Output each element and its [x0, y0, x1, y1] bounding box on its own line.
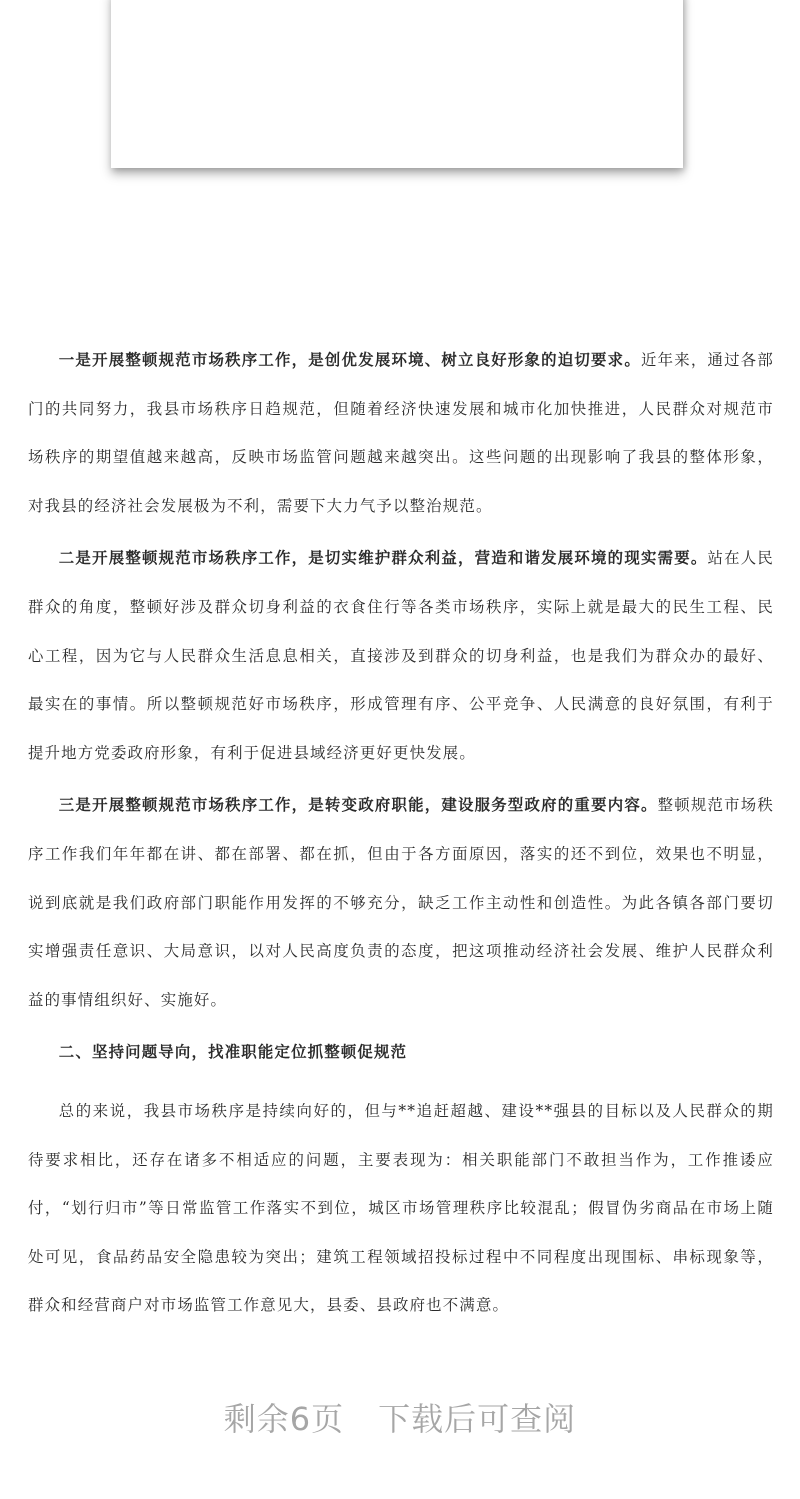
paragraph-3-lead: 三是开展整顿规范市场秩序工作，是转变政府职能，建设服务型政府的重要内容。: [58, 796, 658, 815]
paragraph-1: [28, 336, 774, 530]
paragraph-3: [28, 781, 774, 1024]
paragraph-1-body: 近年来，通过各部门的共同努力，我县市场秩序日趋规范，但随着经济快速发展和城市化加快推进，人民群众对规范市场秩序的期望值越来越高，反映市场监管问题越来越突出。这些问题的出现影响了我县的整体形象，对我县的经济社会发展极为不利，需要下大力气予以整治规范。: [28, 351, 774, 515]
download-hint-text[interactable]: 下载后可查阅: [378, 1400, 577, 1438]
section-heading: 二、坚持问题导向，找准职能定位抓整顿促规范: [58, 1043, 408, 1062]
paragraph-1-lead: 一是开展整顿规范市场秩序工作，是创优发展环境、树立良好形象的迫切要求。: [58, 351, 641, 369]
download-prompt[interactable]: [0, 1394, 800, 1440]
summary-paragraph: 总的来说，我县市场秩序是持续向好的，但与**追赶超越、建设**强县的目标以及人民群众的期待要求相比，还存在诸多不相适应的问题，主要表现为：相关职能部门不敢担当作为，工作推诿应付，“划行归市”等日常监管工作落实不到位，城区市场管理秩序比较混乱；假冒伪劣商品在市场上随处可见，食品药品安全隐患较为突出；建筑工程领域招投标过程中不同程度出现围标、串标现象等，群众和经营商户对市场监管工作意见大，县委、县政府也不满意。: [28, 1101, 774, 1315]
document-body: [28, 336, 774, 1330]
paragraph-2-body: 站在人民群众的角度，整顿好涉及群众切身利益的衣食住行等各类市场秩序，实际上就是最大的民生工程、民心工程，因为它与人民群众生活息息相关，直接涉及到群众的切身利益，也是我们为群众办的最好、最实在的事情。所以整顿规范好市场秩序，形成管理有序、公平竞争、人民满意的良好氛围，有利于提升地方党委政府形象，有利于促进县域经济更好更快发展。: [28, 549, 774, 762]
paragraph-2-lead: 二是开展整顿规范市场秩序工作，是切实维护群众利益，营造和谐发展环境的现实需要。: [58, 549, 708, 568]
paragraph-3-body: 整顿规范市场秩序工作我们年年都在讲、都在部署、都在抓，但由于各方面原因，落实的还不到位，效果也不明显，说到底就是我们政府部门职能作用发挥的不够充分，缺乏工作主动性和创造性。为此各镇各部门要切实增强责任意识、大局意识，以对人民高度负责的态度，把这项推动经济社会发展、维护人民群众利益的事情组织好、实施好。: [28, 796, 775, 1009]
remaining-pages-text[interactable]: 剩余6页: [223, 1400, 345, 1438]
document-preview-card: [111, 0, 683, 168]
paragraph-2: [28, 534, 774, 777]
